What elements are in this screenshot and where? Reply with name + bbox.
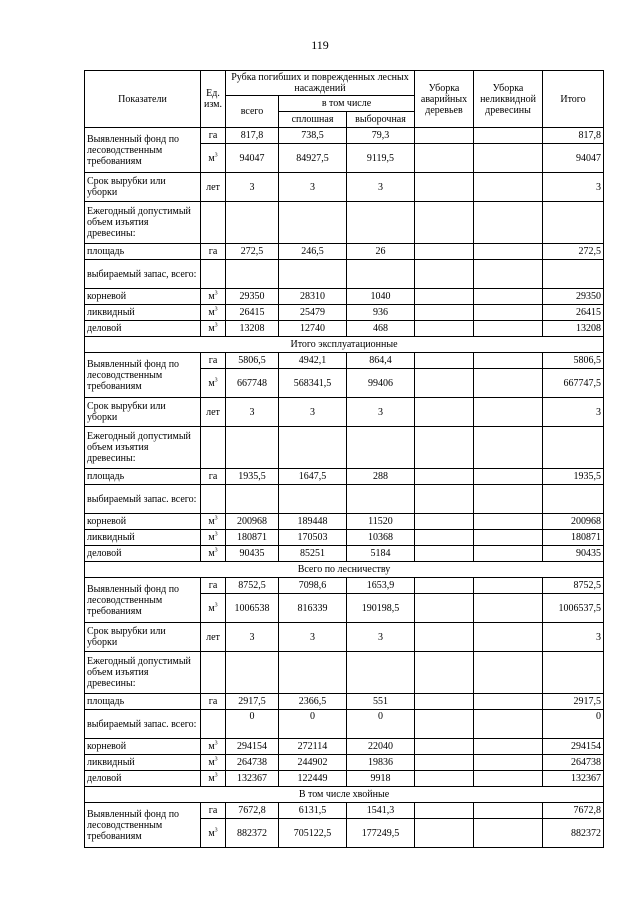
- empty-cell: [415, 289, 474, 305]
- unit-cell: $м^3$: [201, 305, 226, 321]
- value-cell: 817,8: [226, 128, 279, 144]
- table-row: [85, 128, 604, 144]
- value-cell: 246,5: [279, 244, 347, 260]
- table-row: [85, 427, 604, 469]
- empty-cell: [415, 578, 474, 594]
- empty-cell: [415, 305, 474, 321]
- section-row: [85, 787, 604, 803]
- value-cell: 25479: [279, 305, 347, 321]
- value-cell: 8752,5: [543, 578, 604, 594]
- value-cell: 200968: [543, 514, 604, 530]
- table-row: [85, 289, 604, 305]
- unit-cell: $м^3$: [201, 739, 226, 755]
- value-cell: 122449: [279, 771, 347, 787]
- forest-table: [84, 70, 604, 848]
- value-cell: 568341,5: [279, 369, 347, 398]
- value-cell: 79,3: [347, 128, 415, 144]
- row-label-business: деловой: [85, 771, 201, 787]
- row-label-annual: Ежегодный допустимый объем изъятия древесины:: [85, 652, 201, 694]
- unit-cell: лет: [201, 398, 226, 427]
- table-row: [85, 514, 604, 530]
- unit-cell: га: [201, 244, 226, 260]
- table-row: [85, 652, 604, 694]
- value-cell: 1935,5: [226, 469, 279, 485]
- value-cell: 8752,5: [226, 578, 279, 594]
- value-cell: 3: [543, 398, 604, 427]
- unit-cell: $м^3$: [201, 144, 226, 173]
- unit-cell: лет: [201, 173, 226, 202]
- section-title: Итого эксплуатационные: [85, 337, 604, 353]
- value-cell: 272,5: [226, 244, 279, 260]
- header-total: всего: [226, 96, 279, 128]
- unit-cell: га: [201, 578, 226, 594]
- header-row-1: [85, 71, 604, 96]
- empty-cell: [415, 803, 474, 819]
- empty-cell: [474, 128, 543, 144]
- value-cell: 9918: [347, 771, 415, 787]
- empty-cell: [347, 260, 415, 289]
- empty-cell: [279, 427, 347, 469]
- value-cell: 26415: [543, 305, 604, 321]
- value-cell: 7672,8: [543, 803, 604, 819]
- table-row: [85, 546, 604, 562]
- empty-cell: [474, 427, 543, 469]
- unit-cell: га: [201, 128, 226, 144]
- table-row: [85, 244, 604, 260]
- value-cell: 7098,6: [279, 578, 347, 594]
- empty-cell: [415, 755, 474, 771]
- row-label-root: корневой: [85, 739, 201, 755]
- value-cell: 3: [347, 623, 415, 652]
- value-cell: 244902: [279, 755, 347, 771]
- table-row: [85, 739, 604, 755]
- unit-cell: $м^3$: [201, 819, 226, 848]
- value-cell: 22040: [347, 739, 415, 755]
- row-label-area: площадь: [85, 469, 201, 485]
- unit-cell: га: [201, 469, 226, 485]
- empty-cell: [415, 202, 474, 244]
- unit-cell: $м^3$: [201, 546, 226, 562]
- empty-cell: [415, 321, 474, 337]
- row-label-business: деловой: [85, 321, 201, 337]
- empty-cell: [201, 485, 226, 514]
- empty-cell: [474, 546, 543, 562]
- header-illiquid: Уборка неликвидной древесины: [474, 71, 543, 128]
- empty-cell: [543, 652, 604, 694]
- empty-cell: [474, 202, 543, 244]
- value-cell: 177249,5: [347, 819, 415, 848]
- value-cell: 2366,5: [279, 694, 347, 710]
- row-label-annual: Ежегодный допустимый объем изъятия древесины:: [85, 202, 201, 244]
- value-cell: 170503: [279, 530, 347, 546]
- value-cell: 272,5: [543, 244, 604, 260]
- row-label-fund: Выявленный фонд по лесоводственным требованиям: [85, 803, 201, 848]
- empty-cell: [474, 710, 543, 739]
- empty-cell: [415, 144, 474, 173]
- unit-cell: $м^3$: [201, 755, 226, 771]
- unit-cell: $м^3$: [201, 321, 226, 337]
- empty-cell: [415, 128, 474, 144]
- table-row: [85, 694, 604, 710]
- empty-cell: [415, 771, 474, 787]
- empty-cell: [474, 694, 543, 710]
- header-sum: Итого: [543, 71, 604, 128]
- empty-cell: [415, 819, 474, 848]
- empty-cell: [415, 244, 474, 260]
- empty-cell: [474, 623, 543, 652]
- value-cell: 13208: [226, 321, 279, 337]
- table-row: [85, 710, 604, 739]
- value-cell: 5806,5: [543, 353, 604, 369]
- row-label-area: площадь: [85, 244, 201, 260]
- empty-cell: [474, 771, 543, 787]
- row-label-fund: Выявленный фонд по лесоводственным требованиям: [85, 353, 201, 398]
- value-cell: 1935,5: [543, 469, 604, 485]
- empty-cell: [347, 652, 415, 694]
- empty-cell: [415, 353, 474, 369]
- header-indicators: Показатели: [85, 71, 201, 128]
- empty-cell: [226, 202, 279, 244]
- empty-cell: [474, 739, 543, 755]
- value-cell: 294154: [226, 739, 279, 755]
- table-row: [85, 623, 604, 652]
- value-cell: 2917,5: [543, 694, 604, 710]
- value-cell: 3: [347, 398, 415, 427]
- value-cell: 180871: [543, 530, 604, 546]
- empty-cell: [347, 485, 415, 514]
- empty-cell: [474, 398, 543, 427]
- value-cell: 29350: [226, 289, 279, 305]
- value-cell: 738,5: [279, 128, 347, 144]
- value-cell: 4942,1: [279, 353, 347, 369]
- value-cell: 19836: [347, 755, 415, 771]
- empty-cell: [415, 710, 474, 739]
- value-cell: 0: [347, 710, 415, 739]
- unit-cell: га: [201, 803, 226, 819]
- value-cell: 264738: [226, 755, 279, 771]
- row-label-stock: выбираемый запас. всего:: [85, 710, 201, 739]
- empty-cell: [279, 260, 347, 289]
- value-cell: 3: [226, 173, 279, 202]
- value-cell: 1006538: [226, 594, 279, 623]
- empty-cell: [415, 694, 474, 710]
- value-cell: 264738: [543, 755, 604, 771]
- value-cell: 29350: [543, 289, 604, 305]
- empty-cell: [415, 530, 474, 546]
- empty-cell: [226, 427, 279, 469]
- value-cell: 26415: [226, 305, 279, 321]
- row-label-liquid: ликвидный: [85, 305, 201, 321]
- value-cell: 90435: [543, 546, 604, 562]
- empty-cell: [474, 173, 543, 202]
- row-label-business: деловой: [85, 546, 201, 562]
- page-number: 119: [311, 38, 329, 52]
- empty-cell: [474, 289, 543, 305]
- value-cell: 667747,5: [543, 369, 604, 398]
- unit-cell: га: [201, 353, 226, 369]
- header-including: в том числе: [279, 96, 415, 112]
- empty-cell: [543, 202, 604, 244]
- row-label-term: Срок вырубки или уборки: [85, 623, 201, 652]
- empty-cell: [279, 202, 347, 244]
- row-label-fund: Выявленный фонд по лесоводственным требованиям: [85, 128, 201, 173]
- empty-cell: [415, 469, 474, 485]
- value-cell: 294154: [543, 739, 604, 755]
- empty-cell: [474, 260, 543, 289]
- row-label-term: Срок вырубки или уборки: [85, 173, 201, 202]
- table-row: [85, 173, 604, 202]
- value-cell: 94047: [226, 144, 279, 173]
- value-cell: 5184: [347, 546, 415, 562]
- empty-cell: [201, 652, 226, 694]
- value-cell: 0: [279, 710, 347, 739]
- table-row: [85, 485, 604, 514]
- header-clear: сплошная: [279, 112, 347, 128]
- empty-cell: [347, 202, 415, 244]
- empty-cell: [201, 260, 226, 289]
- value-cell: 551: [347, 694, 415, 710]
- section-row: [85, 337, 604, 353]
- value-cell: 26: [347, 244, 415, 260]
- table-row: [85, 578, 604, 594]
- value-cell: 1006537,5: [543, 594, 604, 623]
- value-cell: 132367: [226, 771, 279, 787]
- value-cell: 667748: [226, 369, 279, 398]
- empty-cell: [543, 427, 604, 469]
- empty-cell: [415, 594, 474, 623]
- empty-cell: [474, 530, 543, 546]
- empty-cell: [474, 594, 543, 623]
- empty-cell: [201, 202, 226, 244]
- value-cell: 3: [543, 173, 604, 202]
- value-cell: 936: [347, 305, 415, 321]
- value-cell: 7672,8: [226, 803, 279, 819]
- empty-cell: [415, 623, 474, 652]
- value-cell: 189448: [279, 514, 347, 530]
- value-cell: 882372: [226, 819, 279, 848]
- row-label-fund: Выявленный фонд по лесоводственным требованиям: [85, 578, 201, 623]
- unit-cell: га: [201, 694, 226, 710]
- section-title: В том числе хвойные: [85, 787, 604, 803]
- value-cell: 0: [543, 710, 604, 739]
- empty-cell: [415, 369, 474, 398]
- value-cell: 864,4: [347, 353, 415, 369]
- value-cell: 90435: [226, 546, 279, 562]
- row-label-term: Срок вырубки или уборки: [85, 398, 201, 427]
- value-cell: 6131,5: [279, 803, 347, 819]
- value-cell: 1653,9: [347, 578, 415, 594]
- value-cell: 1647,5: [279, 469, 347, 485]
- value-cell: 13208: [543, 321, 604, 337]
- value-cell: 272114: [279, 739, 347, 755]
- empty-cell: [279, 652, 347, 694]
- value-cell: 0: [226, 710, 279, 739]
- empty-cell: [347, 427, 415, 469]
- row-label-stock: выбираемый запас. всего:: [85, 485, 201, 514]
- table-row: [85, 755, 604, 771]
- value-cell: 1541,3: [347, 803, 415, 819]
- table-row: [85, 202, 604, 244]
- unit-cell: лет: [201, 623, 226, 652]
- unit-cell: $м^3$: [201, 514, 226, 530]
- row-label-area: площадь: [85, 694, 201, 710]
- value-cell: 94047: [543, 144, 604, 173]
- table-row: [85, 305, 604, 321]
- empty-cell: [415, 398, 474, 427]
- empty-cell: [474, 652, 543, 694]
- empty-cell: [474, 369, 543, 398]
- value-cell: 3: [226, 623, 279, 652]
- value-cell: 2917,5: [226, 694, 279, 710]
- empty-cell: [474, 353, 543, 369]
- value-cell: 3: [347, 173, 415, 202]
- row-label-liquid: ликвидный: [85, 530, 201, 546]
- empty-cell: [474, 469, 543, 485]
- unit-cell: $м^3$: [201, 771, 226, 787]
- value-cell: 28310: [279, 289, 347, 305]
- table-row: [85, 803, 604, 819]
- empty-cell: [474, 244, 543, 260]
- empty-cell: [474, 144, 543, 173]
- value-cell: 3: [279, 623, 347, 652]
- table-row: [85, 398, 604, 427]
- empty-cell: [474, 803, 543, 819]
- empty-cell: [226, 652, 279, 694]
- unit-cell: $м^3$: [201, 530, 226, 546]
- value-cell: 12740: [279, 321, 347, 337]
- row-label-liquid: ликвидный: [85, 755, 201, 771]
- header-felling: Рубка погибших и поврежденных лесных насаждений: [226, 71, 415, 96]
- value-cell: 288: [347, 469, 415, 485]
- row-label-root: корневой: [85, 289, 201, 305]
- table-row: [85, 353, 604, 369]
- empty-cell: [474, 578, 543, 594]
- value-cell: 180871: [226, 530, 279, 546]
- empty-cell: [474, 514, 543, 530]
- empty-cell: [474, 485, 543, 514]
- value-cell: 817,8: [543, 128, 604, 144]
- value-cell: 200968: [226, 514, 279, 530]
- empty-cell: [415, 485, 474, 514]
- empty-cell: [474, 321, 543, 337]
- empty-cell: [474, 819, 543, 848]
- value-cell: 3: [543, 623, 604, 652]
- table-row: [85, 469, 604, 485]
- empty-cell: [415, 652, 474, 694]
- empty-cell: [415, 514, 474, 530]
- value-cell: 3: [226, 398, 279, 427]
- value-cell: 190198,5: [347, 594, 415, 623]
- value-cell: 85251: [279, 546, 347, 562]
- empty-cell: [415, 173, 474, 202]
- section-row: [85, 562, 604, 578]
- empty-cell: [474, 305, 543, 321]
- table-row: [85, 771, 604, 787]
- row-label-annual: Ежегодный допустимый объем изъятия древесины:: [85, 427, 201, 469]
- value-cell: 816339: [279, 594, 347, 623]
- empty-cell: [474, 755, 543, 771]
- value-cell: 11520: [347, 514, 415, 530]
- value-cell: 1040: [347, 289, 415, 305]
- value-cell: 468: [347, 321, 415, 337]
- empty-cell: [543, 260, 604, 289]
- unit-cell: $м^3$: [201, 594, 226, 623]
- value-cell: 9119,5: [347, 144, 415, 173]
- value-cell: 705122,5: [279, 819, 347, 848]
- table-row: [85, 260, 604, 289]
- value-cell: 99406: [347, 369, 415, 398]
- empty-cell: [415, 427, 474, 469]
- value-cell: 3: [279, 398, 347, 427]
- unit-cell: $м^3$: [201, 289, 226, 305]
- value-cell: 132367: [543, 771, 604, 787]
- empty-cell: [226, 260, 279, 289]
- empty-cell: [415, 546, 474, 562]
- header-emergency: Уборка аварийных деревьев: [415, 71, 474, 128]
- row-label-root: корневой: [85, 514, 201, 530]
- header-unit: Ед. изм.: [201, 71, 226, 128]
- empty-cell: [415, 260, 474, 289]
- value-cell: 10368: [347, 530, 415, 546]
- value-cell: 84927,5: [279, 144, 347, 173]
- table-row: [85, 321, 604, 337]
- empty-cell: [543, 485, 604, 514]
- empty-cell: [279, 485, 347, 514]
- row-label-stock: выбираемый запас, всего:: [85, 260, 201, 289]
- unit-cell: $м^3$: [201, 369, 226, 398]
- value-cell: 3: [279, 173, 347, 202]
- header-selective: выборочная: [347, 112, 415, 128]
- empty-cell: [415, 739, 474, 755]
- table-row: [85, 530, 604, 546]
- empty-cell: [226, 485, 279, 514]
- value-cell: 882372: [543, 819, 604, 848]
- section-title: Всего по лесничеству: [85, 562, 604, 578]
- value-cell: 5806,5: [226, 353, 279, 369]
- empty-cell: [201, 710, 226, 739]
- empty-cell: [201, 427, 226, 469]
